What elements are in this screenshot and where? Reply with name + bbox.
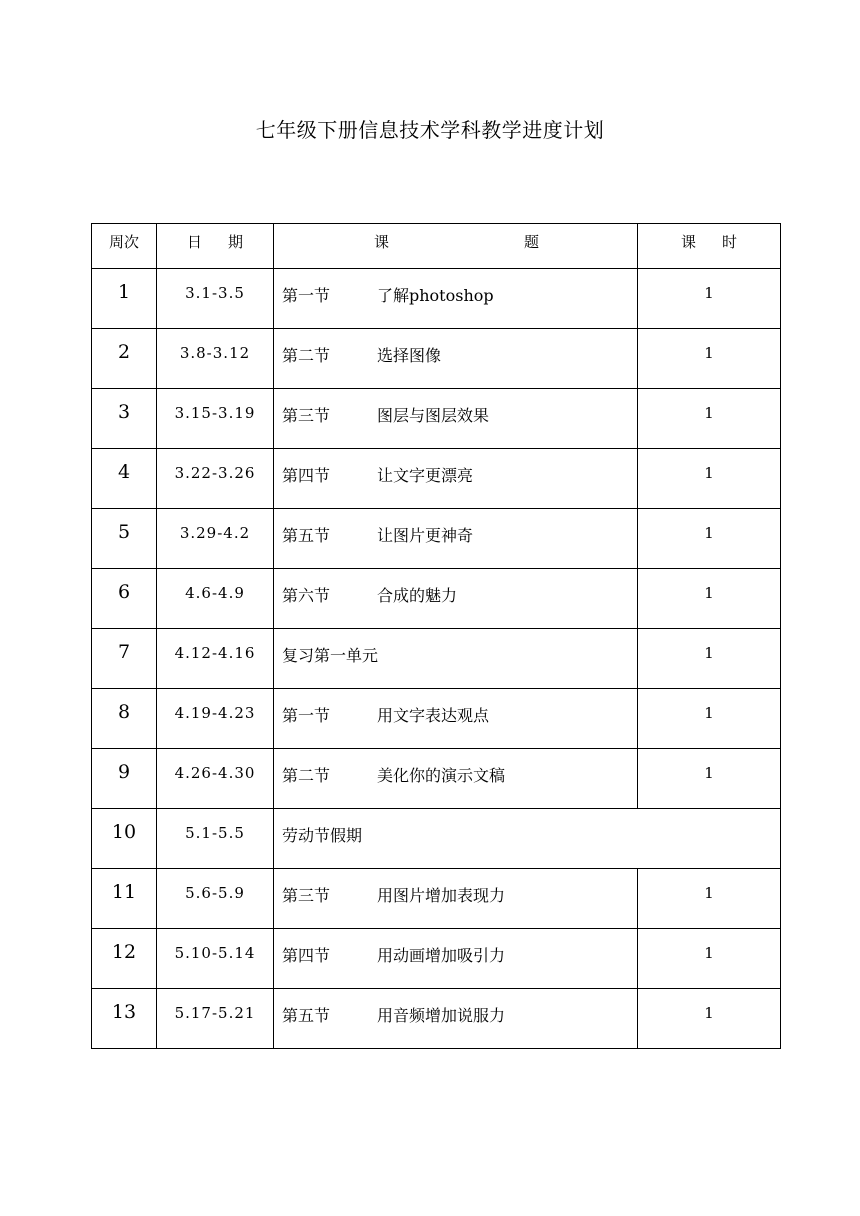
header-week	[92, 224, 157, 269]
hours-cell: 1	[638, 629, 781, 689]
date-cell: 4.12-4.16	[157, 629, 274, 689]
table-row	[92, 629, 781, 689]
lesson-label: 第五节	[282, 526, 331, 545]
table-row	[92, 449, 781, 509]
week-cell: 13	[92, 989, 157, 1049]
header-hours-char-1: 课	[680, 233, 696, 251]
topic-label: 选择图像	[377, 346, 442, 365]
topic-cell	[274, 389, 638, 449]
table-row	[92, 689, 781, 749]
table-row	[92, 869, 781, 929]
week-cell: 6	[92, 569, 157, 629]
date-cell: 5.17-5.21	[157, 989, 274, 1049]
table-row	[92, 809, 781, 869]
date-cell: 3.8-3.12	[157, 329, 274, 389]
schedule-table	[91, 223, 781, 1049]
hours-cell: 1	[638, 269, 781, 329]
hours-cell: 1	[638, 449, 781, 509]
table-row	[92, 509, 781, 569]
topic-cell	[274, 929, 638, 989]
header-week-label: 周次	[108, 233, 139, 251]
date-cell: 3.1-3.5	[157, 269, 274, 329]
topic-cell	[274, 569, 638, 629]
table-row	[92, 389, 781, 449]
topic-label: 合成的魅力	[377, 586, 458, 605]
header-topic	[274, 224, 638, 269]
header-topic-char-2: 题	[523, 233, 539, 251]
week-cell: 1	[92, 269, 157, 329]
topic-cell	[274, 329, 638, 389]
lesson-label: 第五节	[282, 1006, 331, 1025]
lesson-label: 第一节	[282, 286, 331, 305]
table-header-row	[92, 224, 781, 269]
topic-label: 用图片增加表现力	[377, 886, 506, 905]
topic-label: 用文字表达观点	[377, 706, 490, 725]
header-hours-char-2: 时	[722, 233, 738, 251]
date-cell: 5.10-5.14	[157, 929, 274, 989]
lesson-label: 第四节	[282, 466, 331, 485]
topic-label: 让文字更漂亮	[377, 466, 474, 485]
date-cell: 4.26-4.30	[157, 749, 274, 809]
table-row	[92, 569, 781, 629]
table-row	[92, 749, 781, 809]
week-cell: 8	[92, 689, 157, 749]
date-cell: 4.19-4.23	[157, 689, 274, 749]
topic-cell	[274, 989, 638, 1049]
hours-cell: 1	[638, 329, 781, 389]
page-title: 七年级下册信息技术学科教学进度计划	[255, 118, 605, 142]
table-row	[92, 329, 781, 389]
lesson-label: 第六节	[282, 586, 331, 605]
topic-label: 了解photoshop	[377, 286, 494, 305]
hours-cell: 1	[638, 689, 781, 749]
lesson-label: 第一节	[282, 706, 331, 725]
week-cell: 9	[92, 749, 157, 809]
hours-cell: 1	[638, 929, 781, 989]
lesson-label: 第二节	[282, 346, 331, 365]
date-cell: 5.6-5.9	[157, 869, 274, 929]
topic-cell	[274, 869, 638, 929]
hours-cell: 1	[638, 749, 781, 809]
header-date-char-1: 日	[186, 233, 202, 251]
hours-cell: 1	[638, 389, 781, 449]
table-row	[92, 929, 781, 989]
header-date-char-2: 期	[228, 233, 244, 251]
week-cell: 2	[92, 329, 157, 389]
week-cell: 12	[92, 929, 157, 989]
topic-cell	[274, 509, 638, 569]
topic-label: 美化你的演示文稿	[377, 766, 506, 785]
topic-label: 用动画增加吸引力	[377, 946, 506, 965]
lesson-label: 第二节	[282, 766, 331, 785]
topic-cell-holiday	[274, 809, 781, 869]
topic-cell	[274, 629, 638, 689]
date-cell: 3.15-3.19	[157, 389, 274, 449]
lesson-label: 第四节	[282, 946, 331, 965]
hours-cell: 1	[638, 869, 781, 929]
date-cell: 3.22-3.26	[157, 449, 274, 509]
topic-label: 让图片更神奇	[377, 526, 474, 545]
date-cell: 3.29-4.2	[157, 509, 274, 569]
topic-cell	[274, 689, 638, 749]
topic-label: 用音频增加说服力	[377, 1006, 506, 1025]
week-cell: 3	[92, 389, 157, 449]
topic-cell	[274, 269, 638, 329]
week-cell: 10	[92, 809, 157, 869]
hours-cell: 1	[638, 569, 781, 629]
header-topic-char-1: 课	[374, 233, 390, 251]
week-cell: 4	[92, 449, 157, 509]
hours-cell: 1	[638, 509, 781, 569]
week-cell: 7	[92, 629, 157, 689]
table-row	[92, 269, 781, 329]
hours-cell: 1	[638, 989, 781, 1049]
table-row	[92, 989, 781, 1049]
week-cell: 5	[92, 509, 157, 569]
week-cell: 11	[92, 869, 157, 929]
topic-label: 复习第一单元	[282, 646, 379, 665]
topic-cell	[274, 749, 638, 809]
topic-cell	[274, 449, 638, 509]
date-cell: 4.6-4.9	[157, 569, 274, 629]
lesson-label: 第三节	[282, 886, 331, 905]
date-cell: 5.1-5.5	[157, 809, 274, 869]
topic-label: 劳动节假期	[282, 826, 363, 845]
header-date	[157, 224, 274, 269]
lesson-label: 第三节	[282, 406, 331, 425]
header-hours	[638, 224, 781, 269]
topic-label: 图层与图层效果	[377, 406, 490, 425]
